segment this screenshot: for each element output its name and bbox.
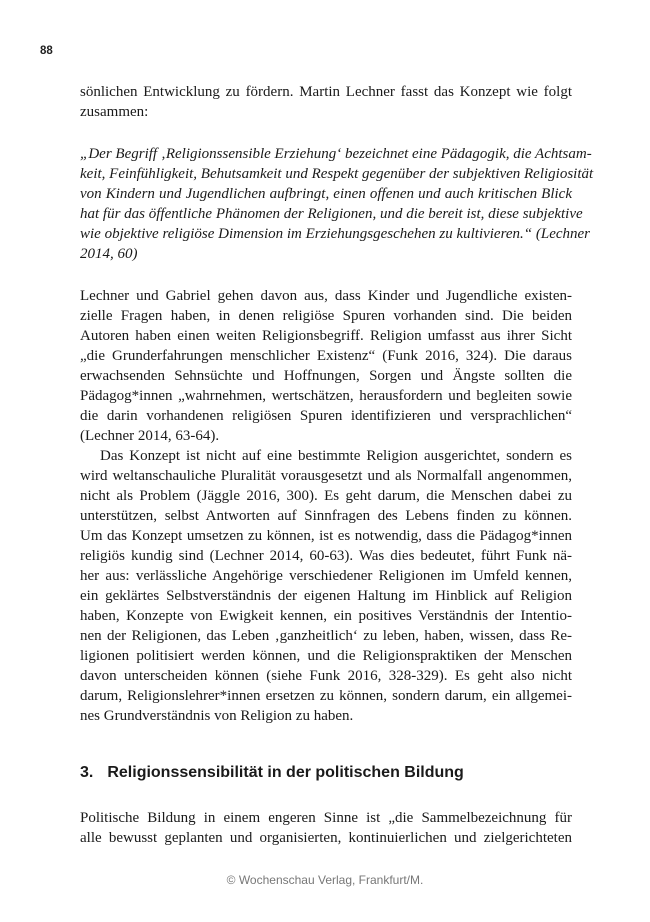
text-line: nicht als Problem (Jäggle 2016, 300). Es geht darum, die Menschen dabei zu (80, 488, 572, 504)
text-line: Lechner und Gabriel gehen davon aus, dass Kinder und Jugendliche existen- (80, 288, 572, 304)
text-line: zielle Fragen haben, in denen religiöse Spuren vorhanden sind. Die beiden (80, 308, 572, 324)
text-line: Um das Konzept umsetzen zu können, ist es notwendig, dass die Pädagog*innen (80, 528, 572, 544)
text-line: ein geklärtes Selbstverständnis der eigenen Haltung im Hinblick auf Religion (80, 588, 572, 604)
section-title: Religionssensibilität in der politischen Bildung (107, 764, 464, 781)
quote-line: hat für das öffentliche Phänomen der Religionen, und die bereit ist, diese subjektive (80, 206, 583, 222)
quote-line: von Kindern und Jugendlichen aufbringt, einen offenen und auch kritischen Blick (80, 186, 572, 202)
main-paragraphs (80, 286, 572, 726)
text-line: haben, Konzepte von Ewigkeit kennen, ein positives Verständnis der Intentio- (80, 608, 572, 624)
text-line: erwachsenden Sehnsüchte und Hoffnungen, Sorgen und Ängste sollten die (80, 368, 572, 384)
text-line: Das Konzept ist nicht auf eine bestimmte Religion ausgerichtet, sondern es (100, 448, 572, 464)
text-line: unterstützen, selbst Antworten auf Sinnfragen des Lebens finden zu können. (80, 508, 572, 524)
quote-line: keit, Feinfühligkeit, Behutsamkeit und Respekt gegenüber der subjektiven Religiosität (80, 166, 594, 182)
text-line: nen der Religionen, das Leben ‚ganzheitlich‘ zu leben, haben, wissen, dass Re- (80, 628, 572, 644)
text-line: religiös kundig sind (Lechner 2014, 60-63). Was dies bedeutet, führt Funk nä- (80, 548, 572, 564)
text-line: „die Grunderfahrungen menschlicher Existenz“ (Funk 2016, 324). Die daraus (80, 348, 572, 364)
text-line: alle bewusst geplanten und organisierten, kontinuierlichen und zielgerichteten (80, 830, 572, 846)
text-line: Autoren haben einen weiten Religionsbegriff. Religion umfasst aus ihrer Sicht (80, 328, 572, 344)
text-line: die darin vorhandenen religiösen Spuren identifizieren und versprachlichen“ (80, 408, 572, 424)
quote-line: 2014, 60) (80, 246, 138, 262)
text-line: ligionen politisiert werden können, und die Religionspraktiken der Menschen (80, 648, 572, 664)
text-line: wird weltanschauliche Pluralität vorausgesetzt und als Normalfall angenommen, (80, 468, 572, 484)
text-line: nes Grundverständnis von Religion zu haben. (80, 708, 354, 724)
text-line: zusammen: (80, 104, 149, 120)
paragraph (80, 286, 572, 446)
block-quote (80, 144, 594, 264)
section-heading (80, 764, 464, 782)
quote-line: „Der Begriff ‚Religionssensible Erziehung‘ bezeichnet eine Pädagogik, die Achtsam- (80, 146, 592, 162)
copyright-footer: © Wochenschau Verlag, Frankfurt/M. (226, 873, 424, 887)
text-line: davon unterscheiden können (siehe Funk 2016, 328-329). Es geht also nicht (80, 668, 572, 684)
text-line: darum, Religionslehrer*innen ersetzen zu können, sondern darum, ein allgemei- (80, 688, 572, 704)
closing-paragraph (80, 808, 572, 848)
text-line: sönlichen Entwicklung zu fördern. Martin Lechner fasst das Konzept wie folgt (80, 84, 572, 100)
text-line: (Lechner 2014, 63-64). (80, 428, 220, 444)
section-number: 3. (80, 764, 94, 781)
page-number: 88 (40, 45, 53, 57)
paragraph (80, 446, 572, 726)
text-line: Politische Bildung in einem engeren Sinne ist „die Sammelbezeichnung für (80, 810, 572, 826)
text-line: her aus: verlässliche Angehörige verschiedener Religionen im Umfeld kennen, (80, 568, 572, 584)
quote-line: wie objektive religiöse Dimension im Erziehungsgeschehen zu kultivieren.“ (Lechner (80, 226, 591, 242)
intro-paragraph (80, 82, 572, 122)
text-line: Pädagog*innen „wahrnehmen, wertschätzen, herausfordern und begleiten sowie (80, 388, 572, 404)
